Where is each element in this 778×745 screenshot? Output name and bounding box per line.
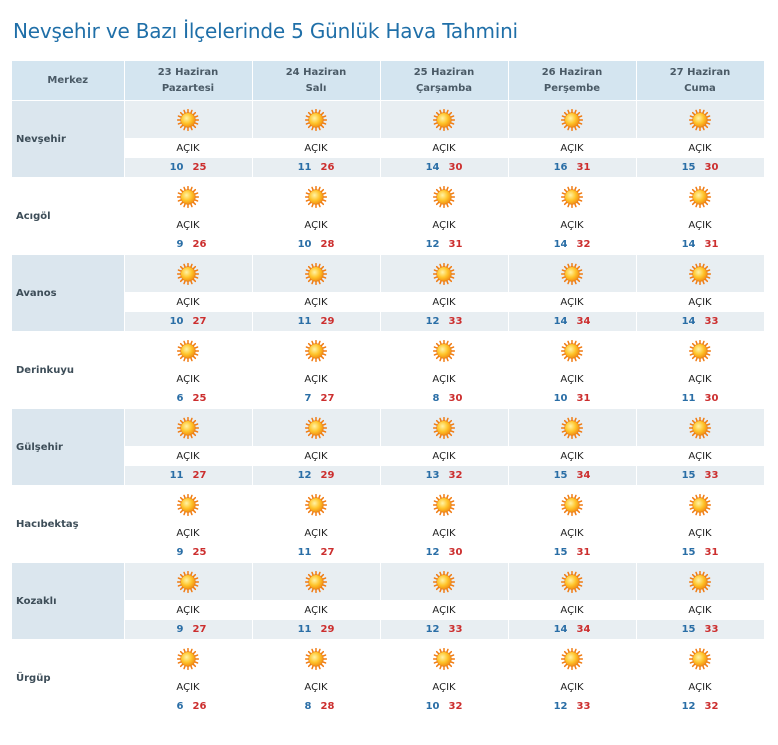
low-temp: 11 bbox=[297, 624, 312, 635]
sun-icon bbox=[561, 494, 583, 516]
condition-text: AÇIK bbox=[508, 292, 636, 312]
header-date: 23 Haziran bbox=[157, 66, 219, 78]
condition-text: AÇIK bbox=[380, 523, 508, 543]
high-temp: 32 bbox=[448, 701, 463, 712]
high-temp: 29 bbox=[320, 470, 335, 481]
high-temp: 28 bbox=[320, 701, 335, 712]
location-name: Gülşehir bbox=[12, 409, 124, 486]
temperature-cell bbox=[508, 235, 636, 255]
forecast-icon-cell bbox=[380, 409, 508, 447]
icon-row bbox=[12, 101, 764, 139]
condition-text: AÇIK bbox=[636, 292, 764, 312]
low-temp: 15 bbox=[681, 470, 696, 481]
condition-text: AÇIK bbox=[636, 138, 764, 158]
forecast-icon-cell bbox=[380, 255, 508, 293]
high-temp: 25 bbox=[192, 393, 207, 404]
header-date: 26 Haziran bbox=[541, 66, 603, 78]
header-date: 27 Haziran bbox=[669, 66, 731, 78]
condition-text: AÇIK bbox=[380, 215, 508, 235]
temperature-cell bbox=[380, 697, 508, 717]
icon-row bbox=[12, 178, 764, 216]
high-temp: 26 bbox=[192, 239, 207, 250]
sun-icon bbox=[561, 571, 583, 593]
sun-icon bbox=[433, 186, 455, 208]
temperature-cell bbox=[508, 697, 636, 717]
condition-text: AÇIK bbox=[252, 215, 380, 235]
condition-row bbox=[12, 215, 764, 235]
forecast-icon-cell bbox=[636, 486, 764, 524]
sun-icon bbox=[433, 340, 455, 362]
low-temp: 15 bbox=[681, 547, 696, 558]
low-temp: 15 bbox=[681, 624, 696, 635]
temperature-cell bbox=[508, 543, 636, 563]
sun-icon bbox=[305, 417, 327, 439]
sun-icon bbox=[305, 571, 327, 593]
high-temp: 28 bbox=[320, 239, 335, 250]
sun-icon bbox=[305, 648, 327, 670]
icon-row bbox=[12, 332, 764, 370]
forecast-icon-cell bbox=[636, 101, 764, 139]
temperature-cell bbox=[124, 158, 252, 178]
icon-row bbox=[12, 255, 764, 293]
condition-text: AÇIK bbox=[252, 369, 380, 389]
forecast-icon-cell bbox=[252, 563, 380, 601]
low-temp: 16 bbox=[553, 162, 568, 173]
forecast-icon-cell bbox=[124, 101, 252, 139]
low-temp: 15 bbox=[681, 162, 696, 173]
high-temp: 33 bbox=[448, 624, 463, 635]
temperature-cell bbox=[380, 235, 508, 255]
temperature-cell bbox=[380, 158, 508, 178]
temperature-row bbox=[12, 697, 764, 717]
temperature-cell bbox=[380, 466, 508, 486]
temperature-cell bbox=[252, 312, 380, 332]
sun-icon bbox=[433, 648, 455, 670]
condition-text: AÇIK bbox=[380, 292, 508, 312]
sun-icon bbox=[177, 263, 199, 285]
temperature-cell bbox=[380, 312, 508, 332]
location-name: Avanos bbox=[12, 255, 124, 332]
high-temp: 27 bbox=[320, 393, 335, 404]
sun-icon bbox=[177, 340, 199, 362]
condition-text: AÇIK bbox=[124, 292, 252, 312]
high-temp: 32 bbox=[448, 470, 463, 481]
temperature-cell bbox=[380, 543, 508, 563]
icon-row bbox=[12, 486, 764, 524]
forecast-icon-cell bbox=[380, 178, 508, 216]
high-temp: 25 bbox=[192, 162, 207, 173]
condition-row bbox=[12, 677, 764, 697]
sun-icon bbox=[689, 186, 711, 208]
sun-icon bbox=[561, 340, 583, 362]
sun-icon bbox=[561, 417, 583, 439]
header-day bbox=[380, 61, 508, 101]
forecast-icon-cell bbox=[380, 486, 508, 524]
forecast-table bbox=[12, 61, 765, 717]
forecast-icon-cell bbox=[508, 255, 636, 293]
temperature-cell bbox=[252, 389, 380, 409]
condition-text: AÇIK bbox=[124, 600, 252, 620]
location-group bbox=[12, 563, 764, 640]
low-temp: 10 bbox=[169, 316, 184, 327]
location-name: Acıgöl bbox=[12, 178, 124, 255]
temperature-cell bbox=[636, 620, 764, 640]
condition-text: AÇIK bbox=[508, 446, 636, 466]
low-temp: 12 bbox=[553, 701, 568, 712]
temperature-cell bbox=[124, 543, 252, 563]
forecast-icon-cell bbox=[124, 640, 252, 678]
high-temp: 34 bbox=[576, 316, 591, 327]
forecast-icon-cell bbox=[124, 563, 252, 601]
low-temp: 12 bbox=[681, 701, 696, 712]
header-weekday: Pazartesi bbox=[161, 82, 215, 94]
forecast-icon-cell bbox=[252, 409, 380, 447]
header-day bbox=[252, 61, 380, 101]
forecast-icon-cell bbox=[252, 640, 380, 678]
forecast-icon-cell bbox=[636, 332, 764, 370]
condition-text: AÇIK bbox=[636, 369, 764, 389]
forecast-icon-cell bbox=[508, 486, 636, 524]
temperature-cell bbox=[252, 158, 380, 178]
low-temp: 10 bbox=[425, 701, 440, 712]
condition-text: AÇIK bbox=[252, 523, 380, 543]
forecast-icon-cell bbox=[252, 332, 380, 370]
high-temp: 32 bbox=[576, 239, 591, 250]
sun-icon bbox=[433, 417, 455, 439]
temperature-row bbox=[12, 389, 764, 409]
sun-icon bbox=[689, 571, 711, 593]
condition-text: AÇIK bbox=[252, 292, 380, 312]
sun-icon bbox=[177, 571, 199, 593]
forecast-icon-cell bbox=[124, 409, 252, 447]
sun-icon bbox=[177, 186, 199, 208]
forecast-icon-cell bbox=[124, 486, 252, 524]
sun-icon bbox=[689, 263, 711, 285]
header-row bbox=[12, 61, 764, 101]
forecast-icon-cell bbox=[508, 101, 636, 139]
low-temp: 11 bbox=[681, 393, 696, 404]
sun-icon bbox=[177, 109, 199, 131]
sun-icon bbox=[305, 263, 327, 285]
condition-text: AÇIK bbox=[508, 138, 636, 158]
temperature-cell bbox=[252, 235, 380, 255]
sun-icon bbox=[689, 109, 711, 131]
high-temp: 33 bbox=[704, 470, 719, 481]
low-temp: 6 bbox=[176, 701, 184, 712]
sun-icon bbox=[177, 417, 199, 439]
temperature-row bbox=[12, 466, 764, 486]
temperature-cell bbox=[636, 466, 764, 486]
forecast-icon-cell bbox=[508, 178, 636, 216]
sun-icon bbox=[561, 263, 583, 285]
low-temp: 13 bbox=[425, 470, 440, 481]
temperature-cell bbox=[124, 466, 252, 486]
condition-text: AÇIK bbox=[508, 215, 636, 235]
temperature-row bbox=[12, 235, 764, 255]
forecast-icon-cell bbox=[380, 640, 508, 678]
condition-row bbox=[12, 600, 764, 620]
forecast-icon-cell bbox=[380, 101, 508, 139]
location-group bbox=[12, 101, 764, 178]
forecast-icon-cell bbox=[508, 563, 636, 601]
high-temp: 31 bbox=[704, 547, 719, 558]
low-temp: 12 bbox=[297, 470, 312, 481]
condition-text: AÇIK bbox=[508, 523, 636, 543]
page-title: Nevşehir ve Bazı İlçelerinde 5 Günlük Hava Tahmini bbox=[13, 19, 518, 43]
temperature-cell bbox=[508, 389, 636, 409]
high-temp: 27 bbox=[192, 470, 207, 481]
condition-text: AÇIK bbox=[252, 677, 380, 697]
forecast-icon-cell bbox=[636, 640, 764, 678]
high-temp: 33 bbox=[448, 316, 463, 327]
low-temp: 14 bbox=[681, 239, 696, 250]
condition-text: AÇIK bbox=[124, 523, 252, 543]
high-temp: 27 bbox=[192, 624, 207, 635]
high-temp: 33 bbox=[704, 624, 719, 635]
high-temp: 34 bbox=[576, 624, 591, 635]
location-name: Ürgüp bbox=[12, 640, 124, 717]
condition-row bbox=[12, 292, 764, 312]
high-temp: 27 bbox=[192, 316, 207, 327]
sun-icon bbox=[433, 109, 455, 131]
high-temp: 30 bbox=[704, 162, 719, 173]
forecast-icon-cell bbox=[508, 409, 636, 447]
sun-icon bbox=[689, 494, 711, 516]
condition-text: AÇIK bbox=[124, 446, 252, 466]
temperature-cell bbox=[124, 389, 252, 409]
condition-text: AÇIK bbox=[252, 446, 380, 466]
forecast-icon-cell bbox=[636, 255, 764, 293]
sun-icon bbox=[689, 648, 711, 670]
high-temp: 32 bbox=[704, 701, 719, 712]
low-temp: 10 bbox=[553, 393, 568, 404]
header-day bbox=[508, 61, 636, 101]
low-temp: 8 bbox=[432, 393, 440, 404]
temperature-cell bbox=[124, 312, 252, 332]
temperature-cell bbox=[636, 158, 764, 178]
low-temp: 15 bbox=[553, 470, 568, 481]
temperature-cell bbox=[636, 235, 764, 255]
location-group bbox=[12, 640, 764, 717]
high-temp: 26 bbox=[320, 162, 335, 173]
header-date: 25 Haziran bbox=[413, 66, 475, 78]
temperature-cell bbox=[252, 620, 380, 640]
high-temp: 31 bbox=[576, 162, 591, 173]
low-temp: 14 bbox=[425, 162, 440, 173]
low-temp: 11 bbox=[169, 470, 184, 481]
low-temp: 11 bbox=[297, 547, 312, 558]
sun-icon bbox=[177, 648, 199, 670]
forecast-icon-cell bbox=[508, 332, 636, 370]
condition-text: AÇIK bbox=[380, 677, 508, 697]
condition-text: AÇIK bbox=[380, 369, 508, 389]
low-temp: 9 bbox=[176, 547, 184, 558]
low-temp: 14 bbox=[553, 316, 568, 327]
low-temp: 9 bbox=[176, 624, 184, 635]
condition-text: AÇIK bbox=[252, 600, 380, 620]
temperature-row bbox=[12, 312, 764, 332]
high-temp: 31 bbox=[704, 239, 719, 250]
high-temp: 31 bbox=[448, 239, 463, 250]
forecast-icon-cell bbox=[124, 178, 252, 216]
header-weekday: Salı bbox=[305, 82, 327, 94]
high-temp: 31 bbox=[576, 547, 591, 558]
forecast-icon-cell bbox=[636, 563, 764, 601]
location-name: Hacıbektaş bbox=[12, 486, 124, 563]
low-temp: 14 bbox=[553, 624, 568, 635]
condition-text: AÇIK bbox=[508, 600, 636, 620]
condition-row bbox=[12, 523, 764, 543]
condition-text: AÇIK bbox=[252, 138, 380, 158]
forecast-icon-cell bbox=[124, 255, 252, 293]
low-temp: 14 bbox=[553, 239, 568, 250]
header-day bbox=[124, 61, 252, 101]
sun-icon bbox=[305, 186, 327, 208]
condition-text: AÇIK bbox=[124, 215, 252, 235]
temperature-cell bbox=[508, 620, 636, 640]
high-temp: 31 bbox=[576, 393, 591, 404]
low-temp: 9 bbox=[176, 239, 184, 250]
sun-icon bbox=[561, 186, 583, 208]
forecast-icon-cell bbox=[508, 640, 636, 678]
high-temp: 29 bbox=[320, 316, 335, 327]
low-temp: 11 bbox=[297, 316, 312, 327]
temperature-cell bbox=[636, 389, 764, 409]
forecast-icon-cell bbox=[252, 178, 380, 216]
low-temp: 10 bbox=[169, 162, 184, 173]
high-temp: 33 bbox=[576, 701, 591, 712]
low-temp: 11 bbox=[297, 162, 312, 173]
high-temp: 33 bbox=[704, 316, 719, 327]
icon-row bbox=[12, 409, 764, 447]
low-temp: 14 bbox=[681, 316, 696, 327]
condition-text: AÇIK bbox=[124, 677, 252, 697]
low-temp: 12 bbox=[425, 316, 440, 327]
sun-icon bbox=[689, 340, 711, 362]
temperature-cell bbox=[252, 697, 380, 717]
location-group bbox=[12, 255, 764, 332]
condition-text: AÇIK bbox=[380, 600, 508, 620]
condition-text: AÇIK bbox=[508, 369, 636, 389]
low-temp: 10 bbox=[297, 239, 312, 250]
header-day bbox=[636, 61, 764, 101]
low-temp: 12 bbox=[425, 547, 440, 558]
temperature-cell bbox=[252, 466, 380, 486]
high-temp: 30 bbox=[448, 162, 463, 173]
location-name: Nevşehir bbox=[12, 101, 124, 178]
sun-icon bbox=[433, 263, 455, 285]
temperature-cell bbox=[636, 697, 764, 717]
header-weekday: Perşembe bbox=[543, 82, 601, 94]
temperature-row bbox=[12, 543, 764, 563]
temperature-cell bbox=[508, 466, 636, 486]
condition-text: AÇIK bbox=[636, 600, 764, 620]
icon-row bbox=[12, 563, 764, 601]
temperature-cell bbox=[380, 620, 508, 640]
low-temp: 15 bbox=[553, 547, 568, 558]
icon-row bbox=[12, 640, 764, 678]
sun-icon bbox=[689, 417, 711, 439]
forecast-icon-cell bbox=[252, 101, 380, 139]
high-temp: 25 bbox=[192, 547, 207, 558]
condition-text: AÇIK bbox=[636, 446, 764, 466]
low-temp: 8 bbox=[304, 701, 312, 712]
condition-text: AÇIK bbox=[380, 138, 508, 158]
low-temp: 12 bbox=[425, 239, 440, 250]
forecast-icon-cell bbox=[124, 332, 252, 370]
header-weekday: Çarşamba bbox=[415, 82, 473, 94]
condition-text: AÇIK bbox=[124, 138, 252, 158]
condition-row bbox=[12, 446, 764, 466]
condition-text: AÇIK bbox=[636, 677, 764, 697]
temperature-cell bbox=[124, 620, 252, 640]
temperature-row bbox=[12, 620, 764, 640]
temperature-cell bbox=[508, 312, 636, 332]
condition-text: AÇIK bbox=[636, 215, 764, 235]
condition-row bbox=[12, 138, 764, 158]
temperature-cell bbox=[508, 158, 636, 178]
high-temp: 34 bbox=[576, 470, 591, 481]
temperature-cell bbox=[380, 389, 508, 409]
low-temp: 6 bbox=[176, 393, 184, 404]
location-group bbox=[12, 332, 764, 409]
temperature-row bbox=[12, 158, 764, 178]
low-temp: 12 bbox=[425, 624, 440, 635]
high-temp: 30 bbox=[448, 393, 463, 404]
sun-icon bbox=[433, 494, 455, 516]
forecast-icon-cell bbox=[380, 332, 508, 370]
temperature-cell bbox=[124, 697, 252, 717]
forecast-icon-cell bbox=[252, 255, 380, 293]
temperature-cell bbox=[636, 312, 764, 332]
high-temp: 29 bbox=[320, 624, 335, 635]
condition-row bbox=[12, 369, 764, 389]
sun-icon bbox=[177, 494, 199, 516]
sun-icon bbox=[305, 109, 327, 131]
condition-text: AÇIK bbox=[508, 677, 636, 697]
sun-icon bbox=[433, 571, 455, 593]
temperature-cell bbox=[252, 543, 380, 563]
condition-text: AÇIK bbox=[636, 523, 764, 543]
location-group bbox=[12, 409, 764, 486]
forecast-icon-cell bbox=[252, 486, 380, 524]
sun-icon bbox=[561, 109, 583, 131]
forecast-icon-cell bbox=[636, 178, 764, 216]
header-center: Merkez bbox=[12, 61, 124, 101]
location-name: Derinkuyu bbox=[12, 332, 124, 409]
sun-icon bbox=[305, 494, 327, 516]
low-temp: 7 bbox=[304, 393, 312, 404]
high-temp: 27 bbox=[320, 547, 335, 558]
header-weekday: Cuma bbox=[684, 82, 716, 94]
location-name: Kozaklı bbox=[12, 563, 124, 640]
sun-icon bbox=[305, 340, 327, 362]
header-date: 24 Haziran bbox=[285, 66, 347, 78]
sun-icon bbox=[561, 648, 583, 670]
location-group bbox=[12, 486, 764, 563]
high-temp: 30 bbox=[704, 393, 719, 404]
forecast-icon-cell bbox=[380, 563, 508, 601]
forecast-icon-cell bbox=[636, 409, 764, 447]
temperature-cell bbox=[636, 543, 764, 563]
location-group bbox=[12, 178, 764, 255]
condition-text: AÇIK bbox=[124, 369, 252, 389]
high-temp: 30 bbox=[448, 547, 463, 558]
temperature-cell bbox=[124, 235, 252, 255]
condition-text: AÇIK bbox=[380, 446, 508, 466]
high-temp: 26 bbox=[192, 701, 207, 712]
